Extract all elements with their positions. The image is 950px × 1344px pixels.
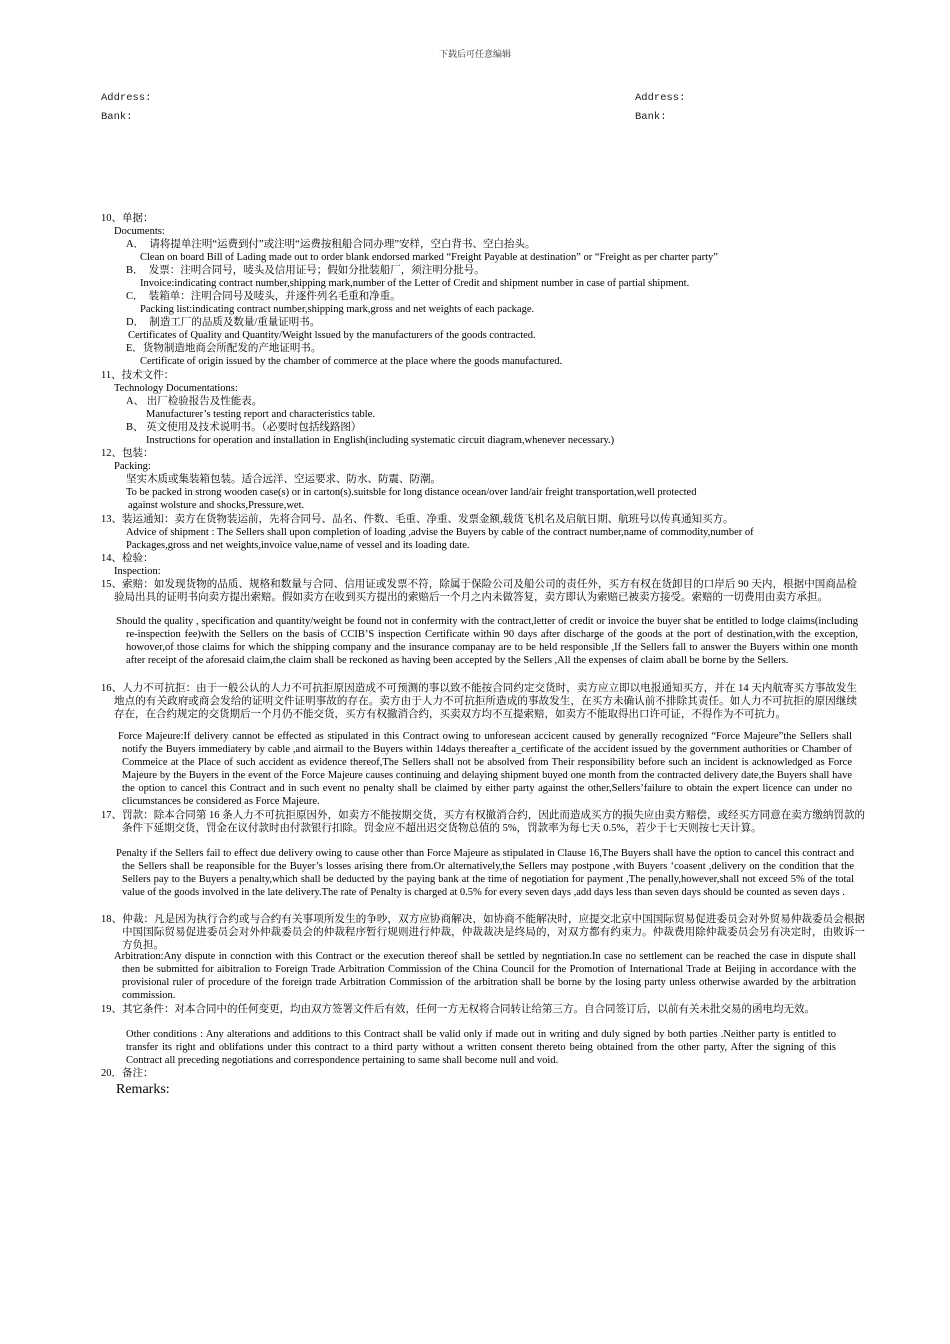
s10-b-cn: B． 发票：注明合同号，唛头及信用证号；假如分批装船厂，须注明分批号。	[126, 265, 485, 276]
s12-heading: 12、包装：	[101, 448, 154, 459]
s11-a-en: Manufacturer’s testing report and characteristics table.	[146, 409, 375, 420]
s11-b-en: Instructions for operation and installation in English(including systematic circuit diagram,whenever necessary.)	[146, 435, 615, 446]
s20-heading: 20．备注：	[101, 1068, 154, 1079]
left-party-address: Address:	[101, 92, 152, 104]
s12-en-1: To be packed in strong wooden case(s) or in carton(s).suitsble for long distance ocean/over land/air freight transportation,well protected	[126, 487, 697, 498]
s10-e-cn: E．货物制造地商会所配发的产地证明书。	[126, 343, 322, 354]
s19-cn: 19、其它条件：对本合同中的任何变更，均由双方签署文件后有效，任何一方无权将合同转让给第三方。自合同签订后，以前有关未批交易的函电均无效。	[101, 1004, 815, 1015]
s10-e-en: Certificate of origin issued by the chamber of commerce at the place where the goods manufactured.	[140, 356, 563, 367]
s11-heading: 11、技术文件：	[101, 370, 175, 381]
s10-d-en: Certificates of Quality and Quantity/Weight lssued by the manufacturers of the goods contracted.	[128, 330, 536, 341]
s11-a-cn: A、 出厂检验报告及性能表。	[126, 396, 263, 407]
s20-remarks: Remarks:	[116, 1082, 170, 1097]
s13-heading: 13、装运通知：卖方在货物装运前，先将合同号、品名、件数、毛重、净重、发票金额,载货飞机名及启航日期、航班号以传真通知买方。	[101, 514, 734, 525]
right-party-bank: Bank:	[635, 111, 667, 123]
s17-en: Penalty if the Sellers fail to effect due delivery owing to cause other than Force Majeure as stipulated in Clause 16,The Buyers shall have the option to cancel this contract and the Sellers shall be reaponsible for the Buyer’s losses arising there from.Or alternatively,the Sellers may postpone ,with Buyers ‘coasent ,delivery on the condition that the Sellers pay to the Buyers a penalty,which shall be deducted by the paying bank at the time of negotiation for payment ,The penally,however,shall not exceed 5% of the total value of the goods involved in the late delivery.The rate of Penalty is charged at 0.5% for every seven days ,add days less than seven days should be counted as seven days .	[116, 848, 854, 898]
s12-en-2: against wolsture and shocks,Pressure,wet.	[128, 500, 305, 511]
right-party-address: Address:	[635, 92, 686, 104]
s14-heading: 14、检验：	[101, 553, 154, 564]
s10-b-en: Invoice:indicating contract number,shipping mark,number of the Letter of Credit and shipment number in case of partial shipment.	[140, 278, 690, 289]
s10-c-en: Packing list:indicating contract number,shipping mark,gross and net weights of each package.	[140, 304, 535, 315]
s16-en: Force Majeure:If delivery cannot be effected as stipulated in this Contract owing to unforesean accicent caused by generally recognized “Force Majeure”the Sellers shall notify the Buyers immediatery by cable ,and airmail to the Buyers within 14days thereafter a_certificate of the accident issued by the government authorities or Chamber of Commeice at the Place of such accident as evidence thereof,The Sellers shall not be absolved from Their responsibility before such an incident is acknowledged as Force Majeure by the Buyers in the event of the Force Majeure causes continuing and delaying shipment buyed one month from the contracted delivery date,the Buyers shall have the option to cancel this Contract and in such event no penalty shall be claimed by either party against the other,Sellers’failure to obtain the expert licence can under no clicumstances be considered as Force Majeure.	[118, 731, 852, 807]
s13-en-2: Packages,gross and net weights,invoice value,name of vessel and its loading date.	[126, 540, 470, 551]
s11-heading-en: Technology Documentations:	[114, 383, 238, 394]
s11-b-cn: B、 英文使用及技术说明书。（必要时包括线路图）	[126, 422, 362, 433]
page-header: 下载后可任意编辑	[438, 50, 511, 60]
s17-cn: 17、罚款：除本合同第 16 条人力不可抗拒原因外，如卖方不能按期交货，买方有权撤消合约，因此而造成买方的损失应由卖方赔偿，或经买方同意在卖方缴纳罚款的条件下延期交货，罚金在议付款时由付款银行扣除。罚金应不超出迟交货物总值的 5%，罚款率为每七天 0.5%，若少于七天则按七天计算。	[101, 810, 865, 834]
s10-a-en: Clean on board Bill of Lading made out to order blank endorsed marked “Freight Payable at destination” or “Freight as per charter party”	[140, 252, 718, 263]
s12-cn: 坚实木质或集装箱包装。适合远洋、空运要求、防水、防震、防潮。	[126, 474, 441, 485]
s18-cn: 18、仲裁：凡是因为执行合约或与合约有关事项所发生的争吵，双方应协商解决，如协商不能解决时，应提交北京中国国际贸易促进委员会对外贸易仲裁委员会根据中国国际贸易促进委员会对外仲裁委员会的仲裁程序暂行规则进行仲裁，仲裁裁决是终局的，对双方都有约束力。仲裁费用除仲裁委员会另有决定时，由败诉一方负担。	[101, 914, 865, 951]
s19-en: Other conditions : Any alterations and additions to this Contract shall be valid only if made out in writing and duly signed by both parties .Neither party is entitled to transfer its right and oblifations under this contract to a third party without a written consent thereto being obtained from the other party, After the signing of this Contract all preceding negotiations and correspondence pertaining to same shall become null and void.	[126, 1029, 836, 1066]
s10-c-cn: C． 装箱单：注明合同号及唛头，并逐件列名毛重和净重。	[126, 291, 401, 302]
s15-cn: 15、索赔：如发现货物的品质、规格和数量与合同、信用证或发票不符，除属于保险公司及船公司的责任外，买方有权在货卸目的口岸后 90 天内，根据中国商品检验局出具的证明书向卖方提出索赔。假如卖方在收到买方提出的索赔后一个月之内未做答复，卖方即认为索赔已被卖方接受。索赔的一切费用由卖方承担。	[101, 579, 857, 603]
s14-heading-en: Inspection:	[114, 566, 161, 577]
s16-cn: 16、人力不可抗拒：由于一般公认的人力不可抗拒原因造成不可预测的事以致不能按合同约定交货时，卖方应立即以电报通知买方，并在 14 天内航寄买方事故发生地点的有关政府或商会发给的证明文件证明事故的存在。卖方由于人力不可抗拒所造成的事故发生，在买方未确认前不排除其责任。如人力不可抗拒的原因继续存在，在合约规定的交货期后一个月仍不能交货，买方有权撤消合约，买卖双方均不互提索赔，如卖方不能取得出口许可证，不得作为不可抗力。	[101, 683, 857, 720]
s10-heading: 10、单据：	[101, 213, 154, 224]
s10-heading-en: Documents:	[114, 226, 165, 237]
s12-heading-en: Packing:	[114, 461, 151, 472]
s15-en: Should the quality , specification and quantity/weight be found not in confermity with the contract,letter of credit or invoice the buyer shat be entitled to lodge claims(including re-inspection fee)with the Sellers on the basis of CCIB’S inspection Certificate within 90 days after discharge of the goods at the port of destination,with the exception, howover,of those claims for which the shipping company and the insurance companay are to be held responsible ,If the Sellers fall to answer the Buyers within one month after receipt of the aforesaid claim,the claim shall be reckoned as having been accepted by the Sellers ,All the expenses of claim aball be borne by the Sellers.	[116, 616, 858, 666]
left-party-bank: Bank:	[101, 111, 133, 123]
s18-en: Arbitration:Any dispute in connction with this Contract or the execution thereof shall be settled by negntiation.In case no settlement can be reached the case in dispute shall then be submitted for aibitralion to Foreign Trade Arbitration Commission of the China Council for the Promotion of International Trade at Beijing in accordance with the provisional ruler of procedure of the foreign trade Arbitration Commission of the arbitration shall be borne by the losing party unless otherwise awarded by the arbitration commission.	[114, 951, 856, 1001]
s10-a-cn: A． 请将提单注明“运费到付”或注明“运费按租船合同办理”安样，空白背书、空白抬头。	[126, 239, 536, 250]
s10-d-cn: D． 制造工厂的品质及数量/重量证明书。	[126, 317, 321, 328]
s13-en-1: Advice of shipment : The Sellers shall upon completion of loading ,advise the Buyers by cable of the contract number,name of commodity,number of	[126, 527, 754, 538]
